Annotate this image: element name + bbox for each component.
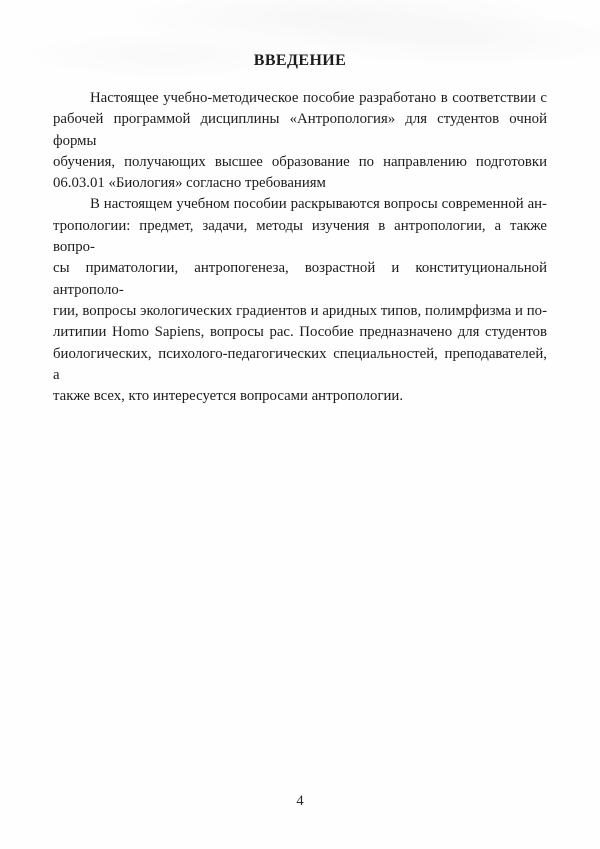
text-line: Настоящее учебно-методическое пособие разработано в соответствии с <box>90 90 547 106</box>
text-line: гии, вопросы экологических градиентов и аридных типов, полимрфизма и по- <box>53 302 547 319</box>
text-line: обучения, получающих высшее образование по направлению подготовки <box>53 153 547 170</box>
text-line: В настоящем учебном пособии раскрываются вопросы современной ан- <box>90 196 547 213</box>
page-title: ВВЕДЕНИЕ <box>253 52 347 69</box>
text-line: литипии Homo Sapiens, вопросы рас. Пособие предназначено для студентов <box>53 324 547 341</box>
text-line: 06.03.01 «Биология» согласно требованиям <box>53 175 326 192</box>
page-content <box>53 50 547 407</box>
text-line: сы приматологии, антропогенеза, возрастной и конституциональной антрополо- <box>53 260 547 298</box>
text-line: рабочей программой дисциплины «Антропология» для студентов очной формы <box>53 111 547 149</box>
text-line: биологических, психолого-педагогических специальностей, преподавателей, а <box>53 345 547 383</box>
body-text <box>53 88 547 407</box>
text-line: также всех, кто интересуется вопросами антропологии. <box>53 388 404 405</box>
page-number: 4 <box>296 793 304 809</box>
text-line: тропологии: предмет, задачи, методы изучения в антропологии, а также вопро- <box>53 217 547 256</box>
